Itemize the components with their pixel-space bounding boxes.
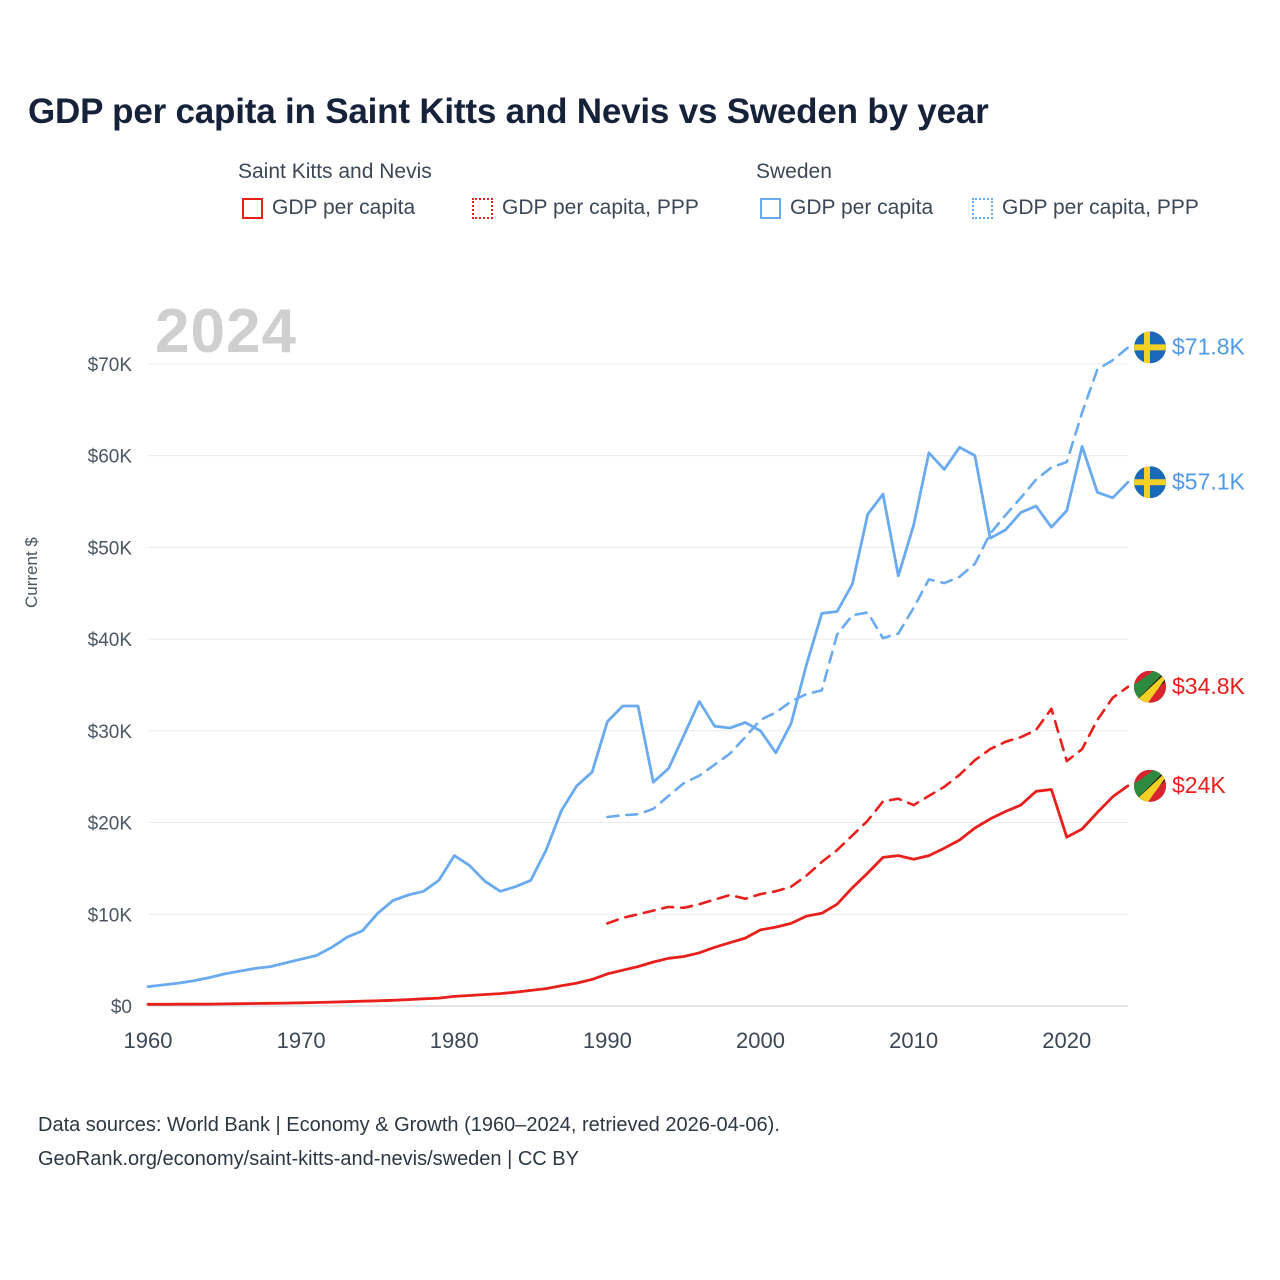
svg-text:2020: 2020 <box>1042 1028 1092 1053</box>
legend-item-sweden-gdp-ppp[interactable] <box>972 196 1199 220</box>
svg-text:$20K: $20K <box>87 813 132 835</box>
legend-swatch-solid-red-icon <box>242 198 263 219</box>
svg-text:$24K: $24K <box>1172 771 1226 798</box>
svg-text:$50K: $50K <box>87 538 132 560</box>
svg-text:$0: $0 <box>110 997 132 1018</box>
legend-group-sweden: Sweden <box>756 160 832 183</box>
legend-item-sweden-gdp[interactable] <box>760 196 933 220</box>
svg-text:$57.1K: $57.1K <box>1172 468 1245 495</box>
plot-area <box>0 278 1280 1068</box>
svg-text:$70K: $70K <box>87 354 132 376</box>
svg-text:$40K: $40K <box>87 630 132 652</box>
svg-text:1980: 1980 <box>429 1028 479 1053</box>
footer-data-sources: Data sources: World Bank | Economy & Growth (1960–2024, retrieved 2026-04-06). <box>38 1114 780 1136</box>
legend-item-label: GDP per capita <box>272 196 416 219</box>
line-chart <box>0 278 1280 1068</box>
legend-item-skn-gdp[interactable] <box>242 196 415 220</box>
legend-item-label: GDP per capita <box>790 196 934 219</box>
legend-swatch-solid-blue-icon <box>760 198 781 219</box>
legend-group-labels <box>236 160 1256 188</box>
legend-item-skn-gdp-ppp[interactable] <box>472 196 699 220</box>
svg-text:2010: 2010 <box>889 1028 939 1053</box>
legend-item-label: GDP per capita, PPP <box>502 196 699 219</box>
legend-item-label: GDP per capita, PPP <box>1002 196 1199 219</box>
svg-text:1970: 1970 <box>276 1028 326 1053</box>
svg-text:1990: 1990 <box>582 1028 632 1053</box>
svg-text:$10K: $10K <box>87 905 132 927</box>
legend-swatch-dotted-blue-icon <box>972 198 993 219</box>
footer-attribution: GeoRank.org/economy/saint-kitts-and-nevis/sweden | CC BY <box>38 1148 579 1170</box>
legend-items <box>236 196 1256 230</box>
legend-swatch-dotted-red-icon <box>472 198 493 219</box>
page-title: GDP per capita in Saint Kitts and Nevis vs Sweden by year <box>28 92 989 131</box>
y-axis-title: Current $ <box>22 537 41 608</box>
legend <box>236 160 1256 230</box>
legend-group-saint-kitts-and-nevis: Saint Kitts and Nevis <box>238 160 432 183</box>
svg-text:$30K: $30K <box>87 721 132 743</box>
year-watermark: 2024 <box>155 297 297 366</box>
footer <box>38 1108 780 1176</box>
svg-text:$71.8K: $71.8K <box>1172 333 1245 360</box>
svg-text:1960: 1960 <box>123 1028 173 1053</box>
svg-text:2000: 2000 <box>736 1028 785 1053</box>
svg-text:$60K: $60K <box>87 446 132 468</box>
svg-text:$34.8K: $34.8K <box>1172 672 1245 699</box>
